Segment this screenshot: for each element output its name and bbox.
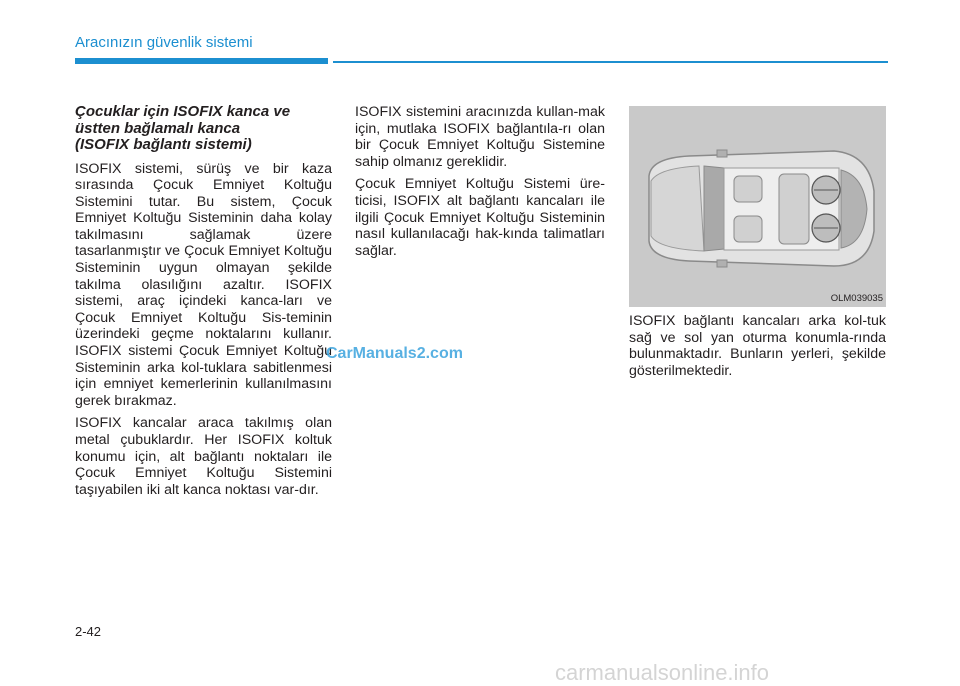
header-title: Aracınızın güvenlik sistemi <box>75 34 253 51</box>
section-title-line-1: Çocuklar için ISOFIX kanca ve <box>75 103 291 120</box>
watermark: CarManuals2.com <box>326 345 463 362</box>
figure-code: OLM039035 <box>830 293 883 304</box>
paragraph: ISOFIX sistemini aracınızda kullan-mak için, mutlaka ISOFIX bağlantıla-rı olan bir Çocuk Emniyet Koltuğu Sistemine sahip olmanız gereklidir. <box>355 104 605 170</box>
column-3 <box>629 313 886 385</box>
page-number: 2-42 <box>75 624 102 639</box>
footer-watermark: carmanualsonline.info <box>555 660 770 685</box>
paragraph: Çocuk Emniyet Koltuğu Sistemi üre-ticisi, ISOFIX alt bağlantı kancaları ile ilgili Çocuk Emniyet Koltuğu Sisteminin nasıl kullanılacağı hak-kında talimatları sağlar. <box>355 176 605 259</box>
header-rule-thin <box>333 61 888 63</box>
column-1 <box>75 104 332 504</box>
section-title-line-3: (ISOFIX bağlantı sistemi) <box>75 136 252 153</box>
column-2 <box>355 104 605 265</box>
section-title <box>75 104 332 154</box>
car-isofix-figure <box>629 106 886 307</box>
paragraph: ISOFIX sistemi, sürüş ve bir kaza sırasında Çocuk Emniyet Koltuğu Sistemini tutar. Bu sistem, Çocuk Emniyet Koltuğu Sisteminin daha kolay takılmasını sağlamak üzere tasarlanmıştır ve Çocuk Emniyet Koltuğu Sisteminin uygun olmayan şekilde takılma olasılığını azaltır. ISOFIX sistemi, araç içindeki kanca-ları ve Çocuk Emniyet Koltuğu Sis-teminin üzerindeki geçme noktalarını kullanır. ISOFIX sistemi Çocuk Emniyet Koltuğu Sisteminin arka kol-tuklara sabitlenmesi için emniyet kemerlerinin kullanılmasını gerek bırakmaz. <box>75 160 332 409</box>
section-title-line-2: üstten bağlamalı kanca <box>75 119 241 137</box>
header-rule-thick <box>75 58 328 64</box>
paragraph: ISOFIX bağlantı kancaları arka kol-tuk sağ ve sol yan oturma konumla-rında bulunmaktadır. Bunların yerleri, şekilde gösterilmektedir. <box>629 313 886 379</box>
car-top-view-illustration <box>629 106 886 307</box>
paragraph: ISOFIX kancalar araca takılmış olan metal çubuklardır. Her ISOFIX koltuk konumu için, alt bağlantı noktaları ile Çocuk Emniyet Koltuğu Sistemini taşıyabilen iki alt kanca noktası var-dır. <box>75 415 332 498</box>
